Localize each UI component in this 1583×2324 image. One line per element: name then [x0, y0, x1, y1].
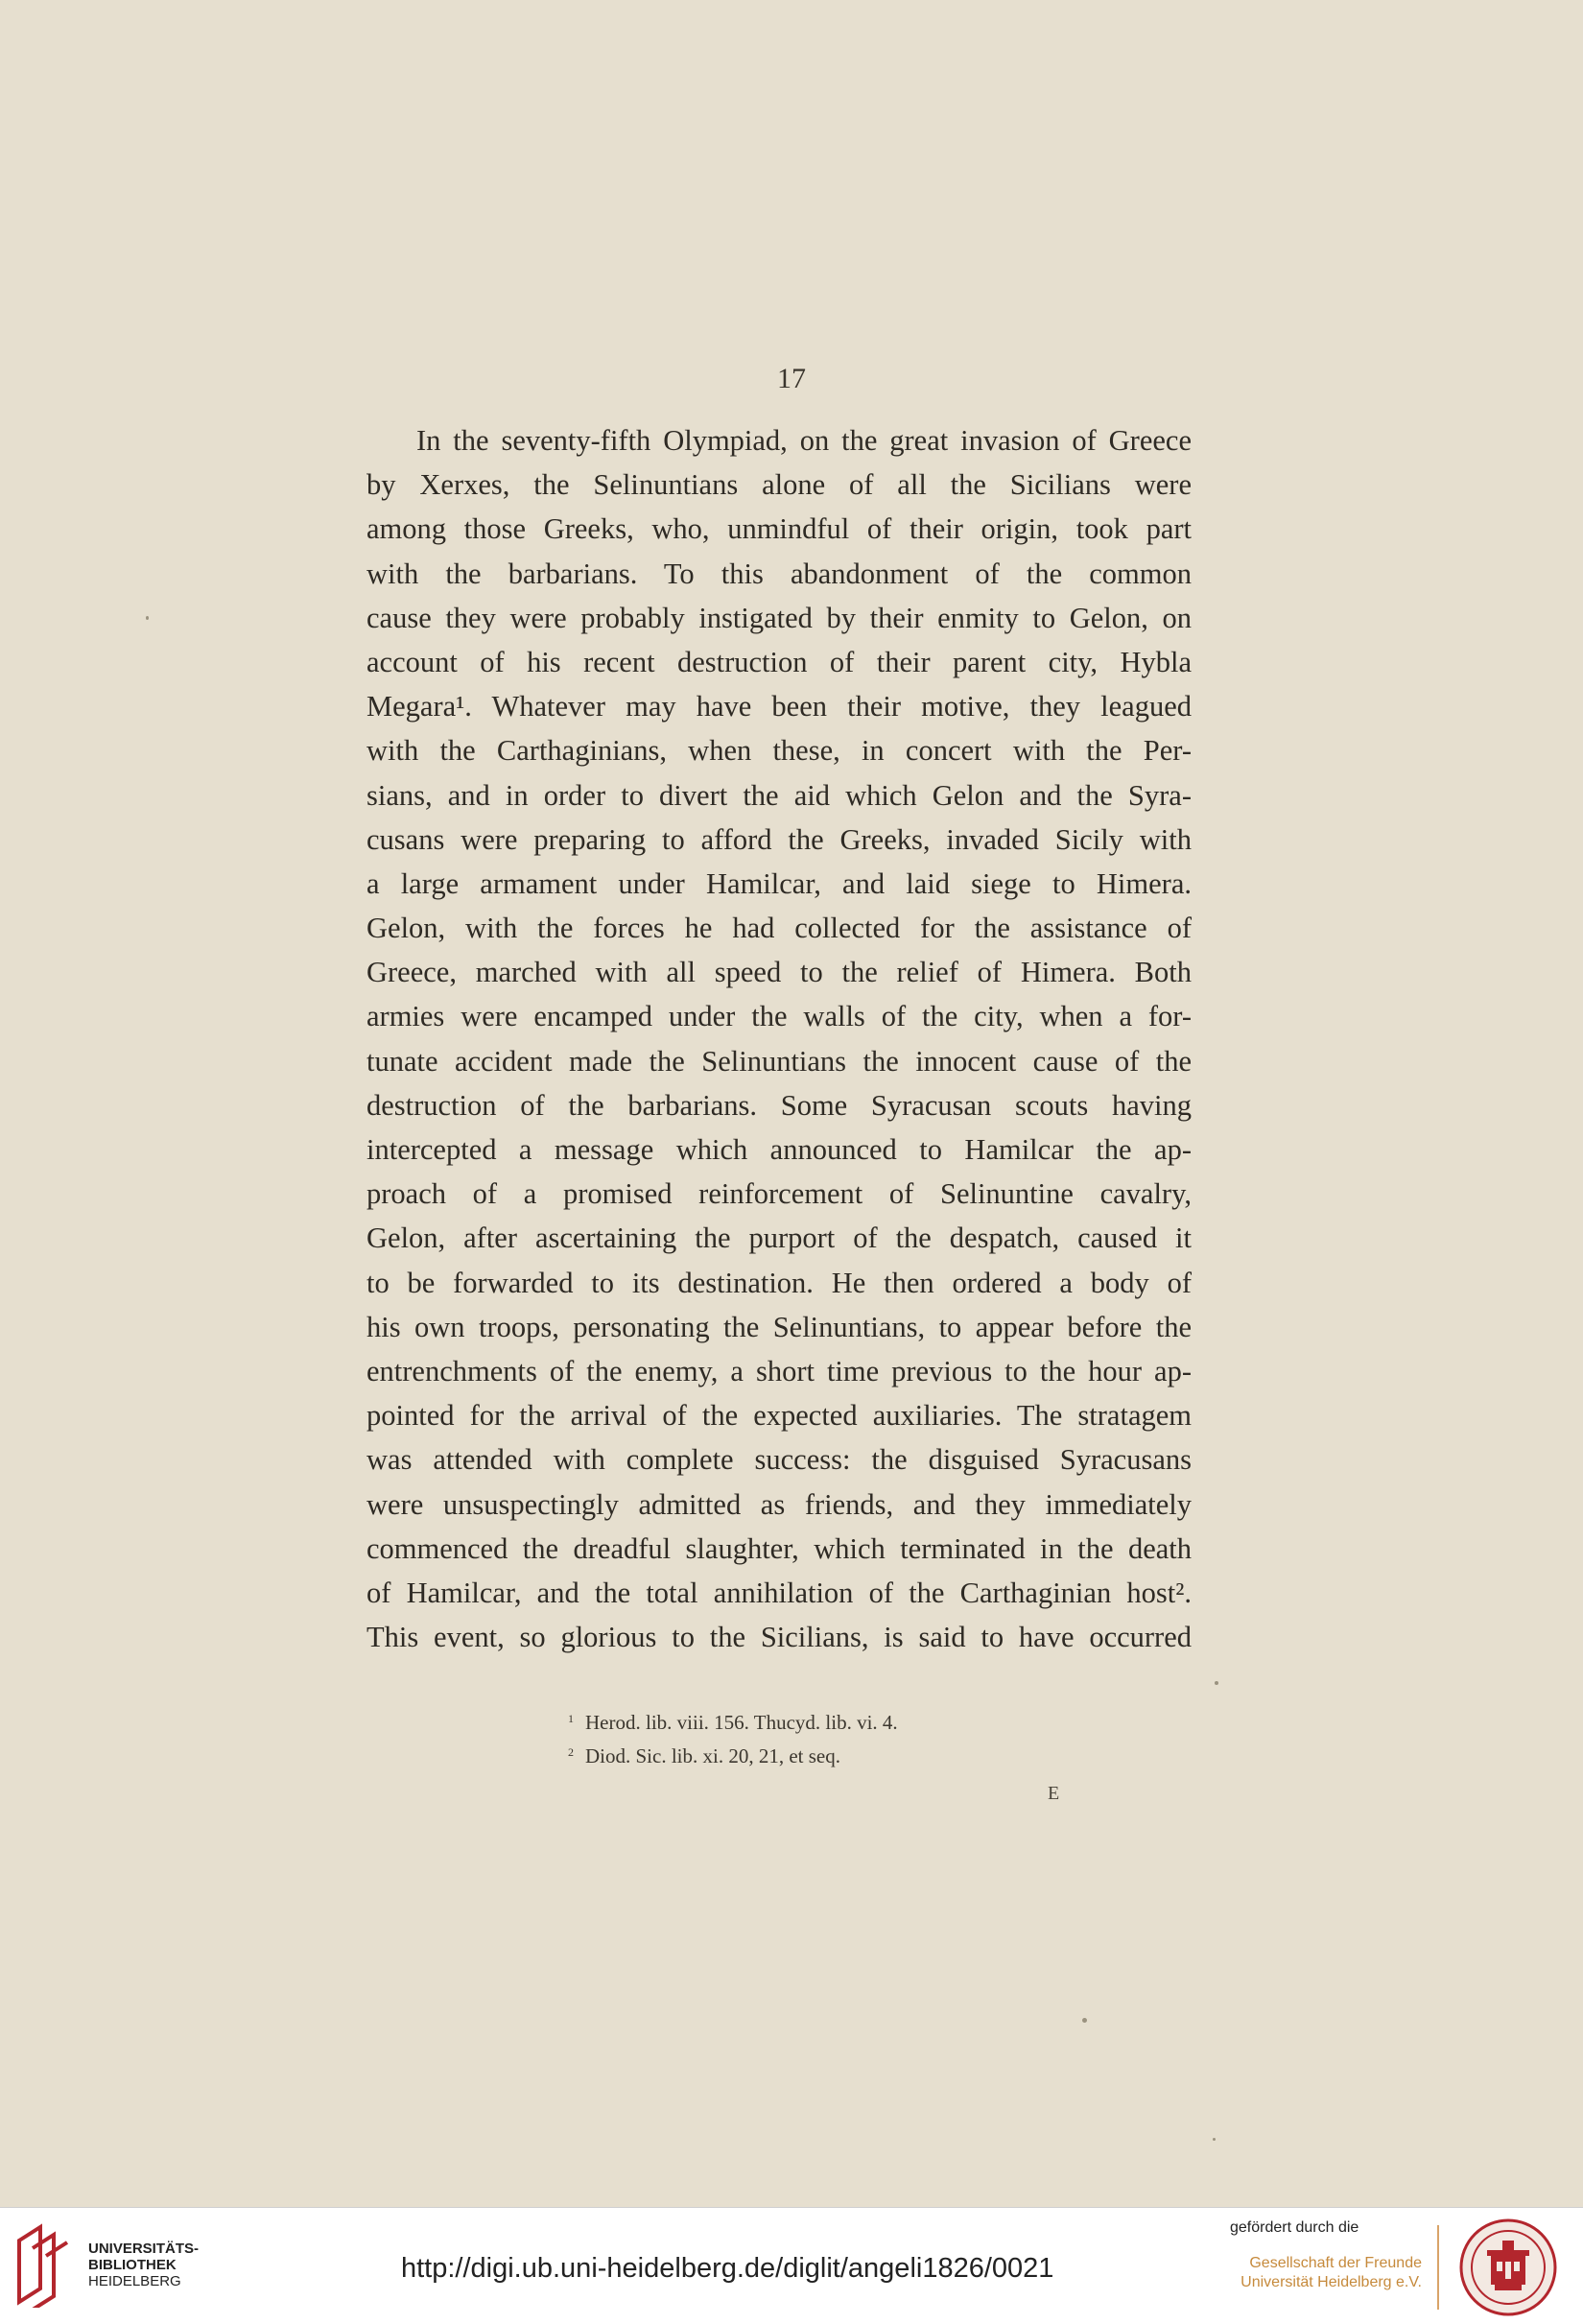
body-line: a large armament under Hamilcar, and laid siege to Himera.: [366, 866, 1192, 900]
body-line: Megara¹. Whatever may have been their motive, they leagued: [366, 690, 1192, 723]
body-line: cusans were preparing to afford the Greeks, invaded Sicily with: [366, 822, 1192, 856]
body-line: were unsuspectingly admitted as friends, and they immediately: [366, 1487, 1192, 1521]
footer-bar: [0, 2207, 1583, 2324]
body-line: by Xerxes, the Selinuntians alone of all the Sicilians were: [366, 468, 1192, 502]
library-name-line-3: HEIDELBERG: [88, 2273, 181, 2289]
body-line: to be forwarded to its destination. He then ordered a body of: [366, 1266, 1192, 1299]
body-line: intercepted a message which announced to Hamilcar the ap-: [366, 1133, 1192, 1166]
body-line: proach of a promised reinforcement of Selinuntine cavalry,: [366, 1177, 1192, 1211]
page-number: 17: [777, 363, 806, 394]
body-line: entrenchments of the enemy, a short time previous to the hour ap-: [366, 1354, 1192, 1387]
footnote-2-text: Diod. Sic. lib. xi. 20, 21, et seq.: [585, 1744, 840, 1767]
body-line: Greece, marched with all speed to the relief of Himera. Both: [366, 956, 1192, 989]
paper-speck: [1215, 1681, 1218, 1685]
footnote-2: [568, 1738, 1144, 1771]
permalink-url[interactable]: http://digi.ub.uni-heidelberg.de/diglit/angeli1826/0021: [401, 2253, 1054, 2284]
library-name: [88, 2241, 199, 2289]
footnote-1-mark: 1: [568, 1712, 574, 1725]
signature-mark: E: [1048, 1783, 1060, 1804]
body-line: was attended with complete success: the disguised Syracusans: [366, 1443, 1192, 1477]
body-line: of Hamilcar, and the total annihilation of the Carthaginian host².: [366, 1576, 1192, 1609]
body-line: armies were encamped under the walls of the city, when a for-: [366, 1000, 1192, 1033]
paper-speck: [1082, 2018, 1087, 2023]
body-line: destruction of the barbarians. Some Syracusan scouts having: [366, 1088, 1192, 1122]
body-line: sians, and in order to divert the aid which Gelon and the Syra-: [366, 778, 1192, 812]
university-seal-icon: [1458, 2217, 1558, 2317]
paper-speck: [146, 616, 149, 620]
body-line: commenced the dreadful slaughter, which terminated in the death: [366, 1531, 1192, 1565]
sponsor-block: [1230, 2219, 1422, 2292]
body-text: [366, 418, 1192, 1659]
body-line: with the barbarians. To this abandonment of the common: [366, 557, 1192, 590]
library-name-line-2: BIBLIOTHEK: [88, 2257, 177, 2273]
body-line: In the seventy-fifth Olympiad, on the great invasion of Greece: [416, 424, 1192, 457]
body-line: among those Greeks, who, unmindful of their origin, took part: [366, 512, 1192, 546]
body-line: account of his recent destruction of their parent city, Hybla: [366, 645, 1192, 678]
library-name-line-1: UNIVERSITÄTS-: [88, 2241, 200, 2257]
body-line: with the Carthaginians, when these, in concert with the Per-: [366, 734, 1192, 768]
body-line: his own troops, personating the Selinuntians, to appear before the: [366, 1310, 1192, 1343]
body-line: cause they were probably instigated by their enmity to Gelon, on: [366, 601, 1192, 634]
body-line: Gelon, with the forces he had collected for the assistance of: [366, 912, 1192, 945]
footer-divider: [1437, 2225, 1439, 2310]
body-line: tunate accident made the Selinuntians the innocent cause of the: [366, 1044, 1192, 1078]
ub-heidelberg-logo-icon: [13, 2221, 77, 2308]
sponsor-name-line-1: Gesellschaft der Freunde: [1249, 2255, 1422, 2271]
body-line: This event, so glorious to the Sicilians, is said to have occurred: [366, 1621, 1192, 1654]
sponsor-label: gefördert durch die: [1230, 2219, 1359, 2236]
body-line: Gelon, after ascertaining the purport of the despatch, caused it: [366, 1221, 1192, 1255]
footnotes: [568, 1704, 1144, 1771]
paper-speck: [1213, 2138, 1216, 2141]
footnote-2-mark: 2: [568, 1745, 574, 1759]
body-line: pointed for the arrival of the expected auxiliaries. The stratagem: [366, 1399, 1192, 1433]
footnote-1: [568, 1704, 1144, 1738]
footnote-1-text: Herod. lib. viii. 156. Thucyd. lib. vi. 4.: [585, 1711, 898, 1734]
sponsor-name-line-2: Universität Heidelberg e.V.: [1240, 2274, 1422, 2290]
sponsor-name: [1230, 2254, 1422, 2292]
